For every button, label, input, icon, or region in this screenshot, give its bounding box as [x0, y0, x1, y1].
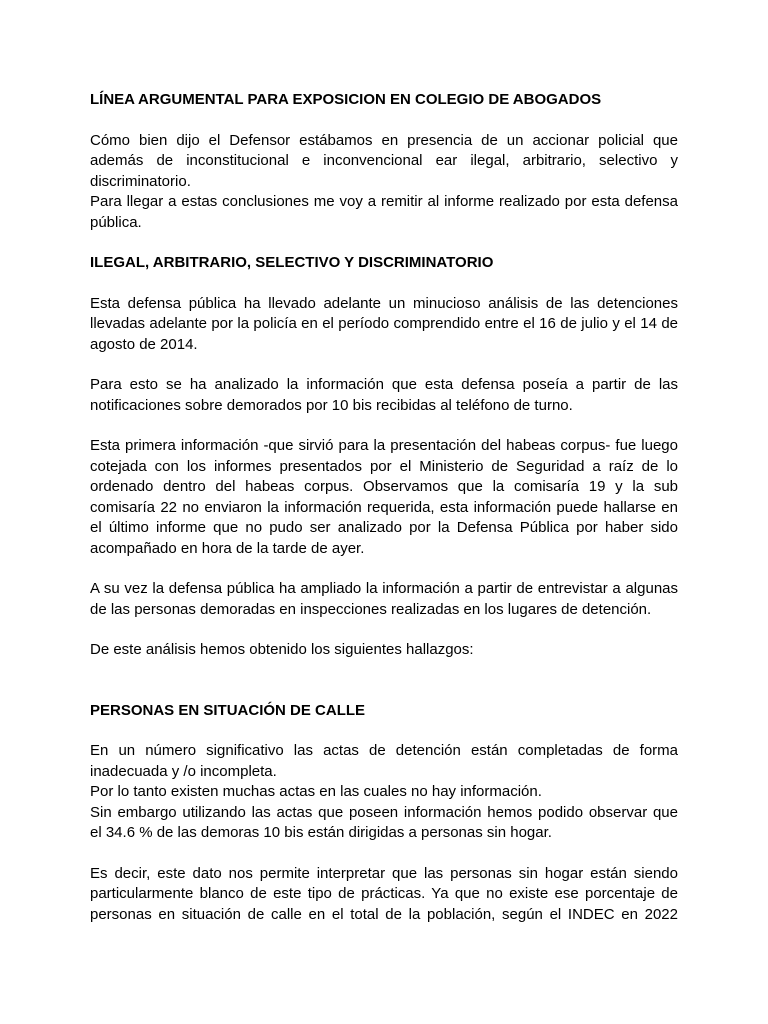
section1-paragraph-4 — [90, 579, 678, 620]
text-line: además de inconstitucional e inconvencional ear ilegal, arbitrario, selectivo y — [90, 152, 678, 169]
text-line: De este análisis hemos obtenido los siguientes hallazgos: — [90, 641, 474, 658]
text-line: particularmente blanco de este tipo de prácticas. Ya que no existe ese porcentaje de — [90, 885, 678, 902]
text-line: personas en situación de calle en el total de la población, según el INDEC en 2022 — [90, 905, 678, 923]
text-line: acompañado en hora de la tarde de ayer. — [90, 539, 365, 557]
text-line: Para esto se ha analizado la información que esta defensa poseía a partir de las — [90, 376, 678, 393]
intro-paragraph-2 — [90, 192, 678, 233]
section-heading-ilegal: ILEGAL, ARBITRARIO, SELECTIVO Y DISCRIMINATORIO — [90, 254, 494, 271]
text-line: ordenado dentro del habeas corpus. Observamos que la comisaría 19 y la sub — [90, 478, 678, 495]
text-line: Por lo tanto existen muchas actas en las cuales no hay información. — [90, 783, 542, 800]
text-line: inadecuada y /o incompleta. — [90, 762, 277, 780]
section1-paragraph-2 — [90, 375, 678, 416]
text-line: Sin embargo utilizando las actas que poseen información hemos podido observar que — [90, 803, 678, 821]
text-line: pública. — [90, 213, 142, 231]
intro-paragraph-1 — [90, 131, 678, 193]
section2-paragraph-2 — [90, 782, 678, 803]
text-line: Cómo bien dijo el Defensor estábamos en presencia de un accionar policial que — [90, 131, 678, 149]
blank-line — [90, 681, 678, 701]
text-line: notificaciones sobre demorados por 10 bis recibidas al teléfono de turno. — [90, 396, 573, 414]
text-line: En un número significativo las actas de detención están completadas de forma — [90, 742, 678, 759]
text-line: el último informe que no pudo ser analizado por la Defensa Pública por haber sido — [90, 519, 678, 536]
text-line: Es decir, este dato nos permite interpretar que las personas sin hogar están siendo — [90, 864, 678, 882]
text-line: Esta primera información -que sirvió para la presentación del habeas corpus- fue luego — [90, 437, 678, 454]
text-line: comisaría 22 no enviaron la información requerida, esta información puede hallarse en — [90, 498, 678, 516]
document-page — [90, 90, 678, 945]
text-line: llevadas adelante por la policía en el período comprendido entre el 16 de julio y el 14 de — [90, 315, 678, 332]
text-line: A su vez la defensa pública ha ampliado la información a partir de entrevistar a algunas — [90, 580, 678, 597]
section2-paragraph-1 — [90, 741, 678, 782]
text-line: discriminatorio. — [90, 172, 191, 190]
text-line: Para llegar a estas conclusiones me voy a remitir al informe realizado por esta defensa — [90, 193, 678, 210]
section2-paragraph-4 — [90, 864, 678, 926]
text-line: cotejada con los informes presentados por el Ministerio de Seguridad a raíz de lo — [90, 457, 678, 475]
text-line: agosto de 2014. — [90, 335, 198, 353]
text-line: Esta defensa pública ha llevado adelante un minucioso análisis de las detenciones — [90, 294, 678, 312]
text-line: de las personas demoradas en inspecciones realizadas en los lugares de detención. — [90, 600, 652, 618]
text-line: el 34.6 % de las demoras 10 bis están dirigidas a personas sin hogar. — [90, 824, 552, 841]
section-heading-calle: PERSONAS EN SITUACIÓN DE CALLE — [90, 701, 366, 719]
section1-paragraph-5 — [90, 640, 678, 661]
section2-paragraph-3 — [90, 803, 678, 844]
section1-paragraph-1 — [90, 294, 678, 356]
document-title: LÍNEA ARGUMENTAL PARA EXPOSICION EN COLEGIO DE ABOGADOS — [90, 91, 602, 108]
section1-paragraph-3 — [90, 436, 678, 559]
